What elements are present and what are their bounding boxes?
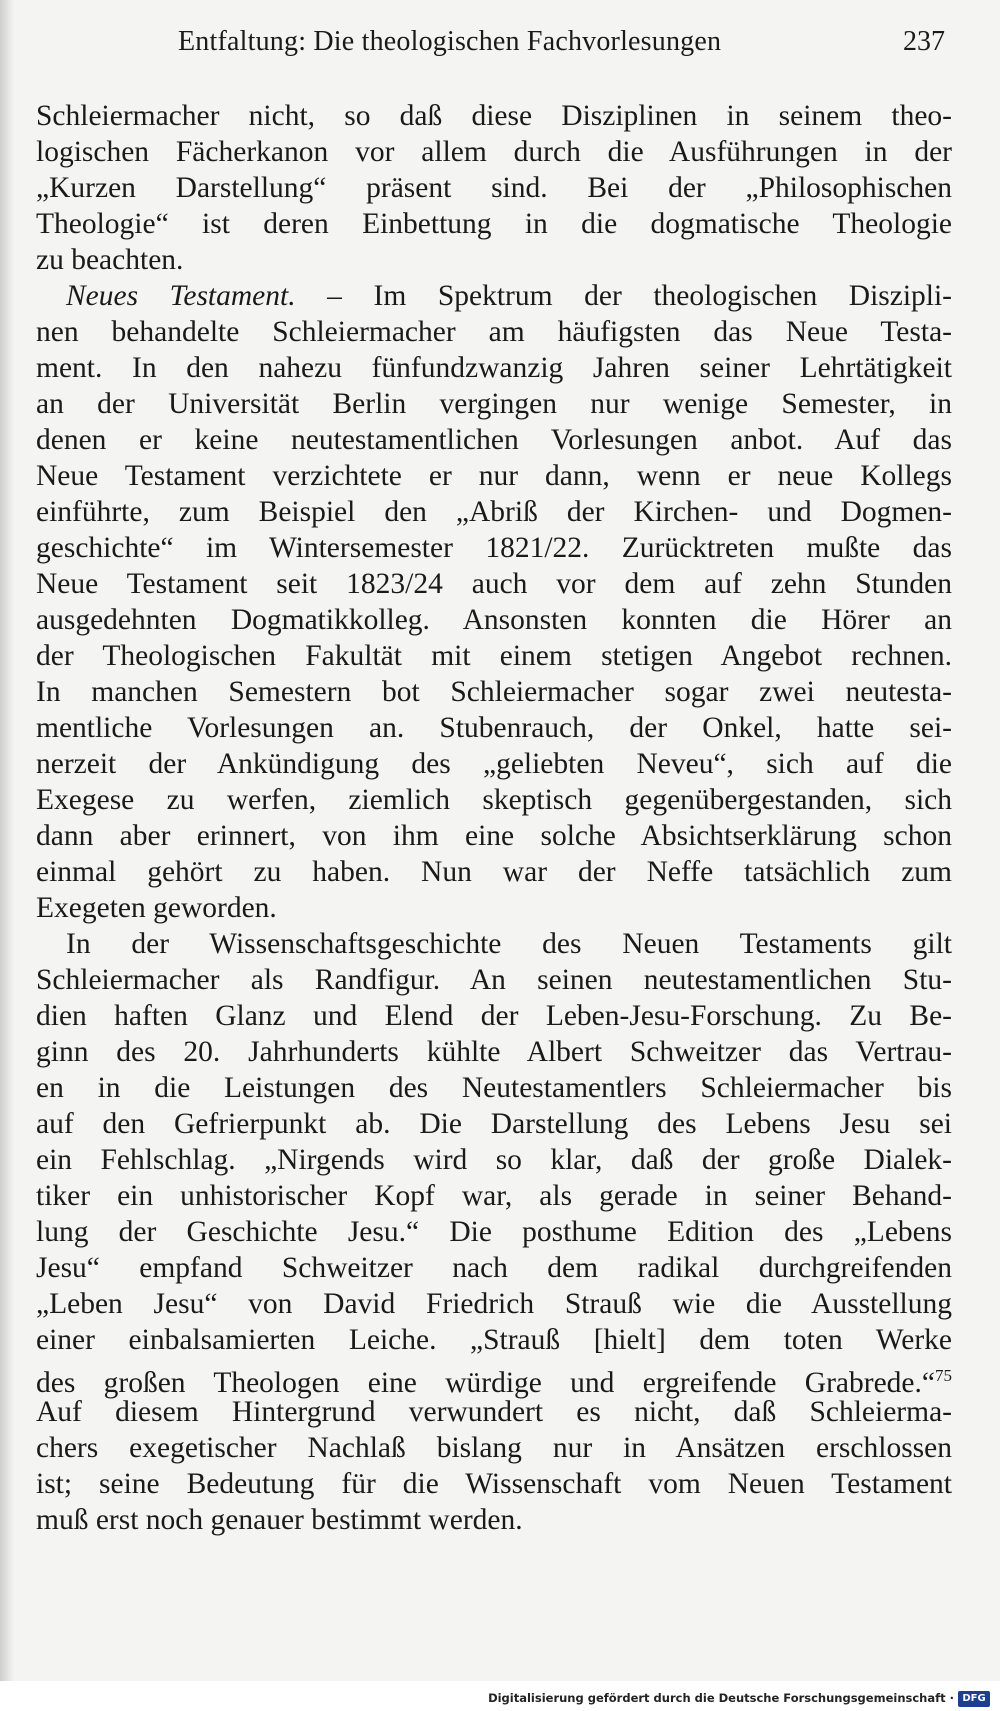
running-title: Entfaltung: Die theologischen Fachvorlesungen xyxy=(178,26,722,57)
text-line: zu beachten. xyxy=(36,244,184,276)
dfg-logo-icon: DFG xyxy=(958,1691,990,1707)
page-number: 237 xyxy=(903,26,945,57)
text-line: denen er keine neutestamentlichen Vorlesungen anbot. Auf das xyxy=(36,424,952,456)
text-line: einmal gehört zu haben. Nun war der Neffe tatsächlich zum xyxy=(36,856,952,888)
text-line: dien haften Glanz und Elend der Leben-Jesu-Forschung. Zu Be- xyxy=(36,1000,952,1032)
text-line: Auf diesem Hintergrund verwundert es nicht, daß Schleierma- xyxy=(36,1396,952,1428)
text-line: nerzeit der Ankündigung des „geliebten Neveu“, sich auf die xyxy=(36,748,952,780)
text-line: In der Wissenschaftsgeschichte des Neuen Testaments gilt xyxy=(66,928,952,960)
text-line: tiker ein unhistorischer Kopf war, als gerade in seiner Behand- xyxy=(36,1180,952,1212)
text-line: Jesu“ empfand Schweitzer nach dem radikal durchgreifenden xyxy=(36,1252,952,1284)
text-line: ausgedehnten Dogmatikkolleg. Ansonsten konnten die Hörer an xyxy=(36,604,952,636)
text-line: der Theologischen Fakultät mit einem stetigen Angebot rechnen. xyxy=(36,640,952,672)
text-line: „Kurzen Darstellung“ präsent sind. Bei der „Philosophischen xyxy=(36,172,952,204)
text-line: dann aber erinnert, von ihm eine solche Absichtserklärung schon xyxy=(36,820,952,852)
text-line: Schleiermacher nicht, so daß diese Disziplinen in seinem theo- xyxy=(36,100,952,132)
text-line: mentliche Vorlesungen an. Stubenrauch, der Onkel, hatte sei- xyxy=(36,712,952,744)
text-line: en in die Leistungen des Neutestamentlers Schleiermacher bis xyxy=(36,1072,952,1104)
text-line: Exegese zu werfen, ziemlich skeptisch gegenübergestanden, sich xyxy=(36,784,952,816)
text-line: ein Fehlschlag. „Nirgends wird so klar, daß der große Dialek- xyxy=(36,1144,952,1176)
text-line: In manchen Semestern bot Schleiermacher sogar zwei neutesta- xyxy=(36,676,952,708)
footnote-marker: 75 xyxy=(935,1366,952,1385)
text-line-section-start xyxy=(36,278,952,314)
section-heading-neues-testament: Neues Testament. xyxy=(66,280,296,312)
digitization-footer xyxy=(0,1681,1000,1711)
text-line: chers exegetischer Nachlaß bislang nur in Ansätzen erschlossen xyxy=(36,1432,952,1464)
text-line: muß erst noch genauer bestimmt werden. xyxy=(36,1504,523,1536)
text-line: logischen Fächerkanon vor allem durch die Ausführungen in der xyxy=(36,136,952,168)
text-line: lung der Geschichte Jesu.“ Die posthume Edition des „Lebens xyxy=(36,1216,952,1248)
text-line: geschichte“ im Wintersemester 1821/22. Zurücktreten mußte das xyxy=(36,532,952,564)
text-line: Neue Testament verzichtete er nur dann, wenn er neue Kollegs xyxy=(36,460,952,492)
body-text xyxy=(36,98,952,1538)
running-head xyxy=(0,20,1000,70)
section-line-rest: – Im Spektrum der theologischen Diszipli- xyxy=(295,280,952,312)
text-line: auf den Gefrierpunkt ab. Die Darstellung des Lebens Jesu sei xyxy=(36,1108,952,1140)
digitization-credit: Digitalisierung gefördert durch die Deutsche Forschungsgemeinschaft · xyxy=(488,1691,954,1705)
page-gutter-shadow xyxy=(0,0,14,1711)
text-line: ginn des 20. Jahrhunderts kühlte Albert Schweitzer das Vertrau- xyxy=(36,1036,952,1068)
line-text: des großen Theologen eine würdige und ergreifende Grabrede.“$^{75}$ xyxy=(36,1366,952,1399)
text-line: Schleiermacher als Randfigur. An seinen neutestamentlichen Stu- xyxy=(36,964,952,996)
text-line: einer einbalsamierten Leiche. „Strauß [hielt] dem toten Werke xyxy=(36,1324,952,1356)
text-line: „Leben Jesu“ von David Friedrich Strauß wie die Ausstellung xyxy=(36,1288,952,1320)
text-line: einführte, zum Beispiel den „Abriß der Kirchen- und Dogmen- xyxy=(36,496,952,528)
text-line: nen behandelte Schleiermacher am häufigsten das Neue Testa- xyxy=(36,316,952,348)
text-line: ment. In den nahezu fünfundzwanzig Jahren seiner Lehrtätigkeit xyxy=(36,352,952,384)
text-line: Theologie“ ist deren Einbettung in die dogmatische Theologie xyxy=(36,208,952,240)
text-line: Exegeten geworden. xyxy=(36,892,277,924)
text-line: Neue Testament seit 1823/24 auch vor dem auf zehn Stunden xyxy=(36,568,952,600)
text-line: ist; seine Bedeutung für die Wissenschaft vom Neuen Testament xyxy=(36,1468,952,1500)
text-line: an der Universität Berlin vergingen nur wenige Semester, in xyxy=(36,388,952,420)
text-line-with-footnote xyxy=(36,1358,952,1399)
